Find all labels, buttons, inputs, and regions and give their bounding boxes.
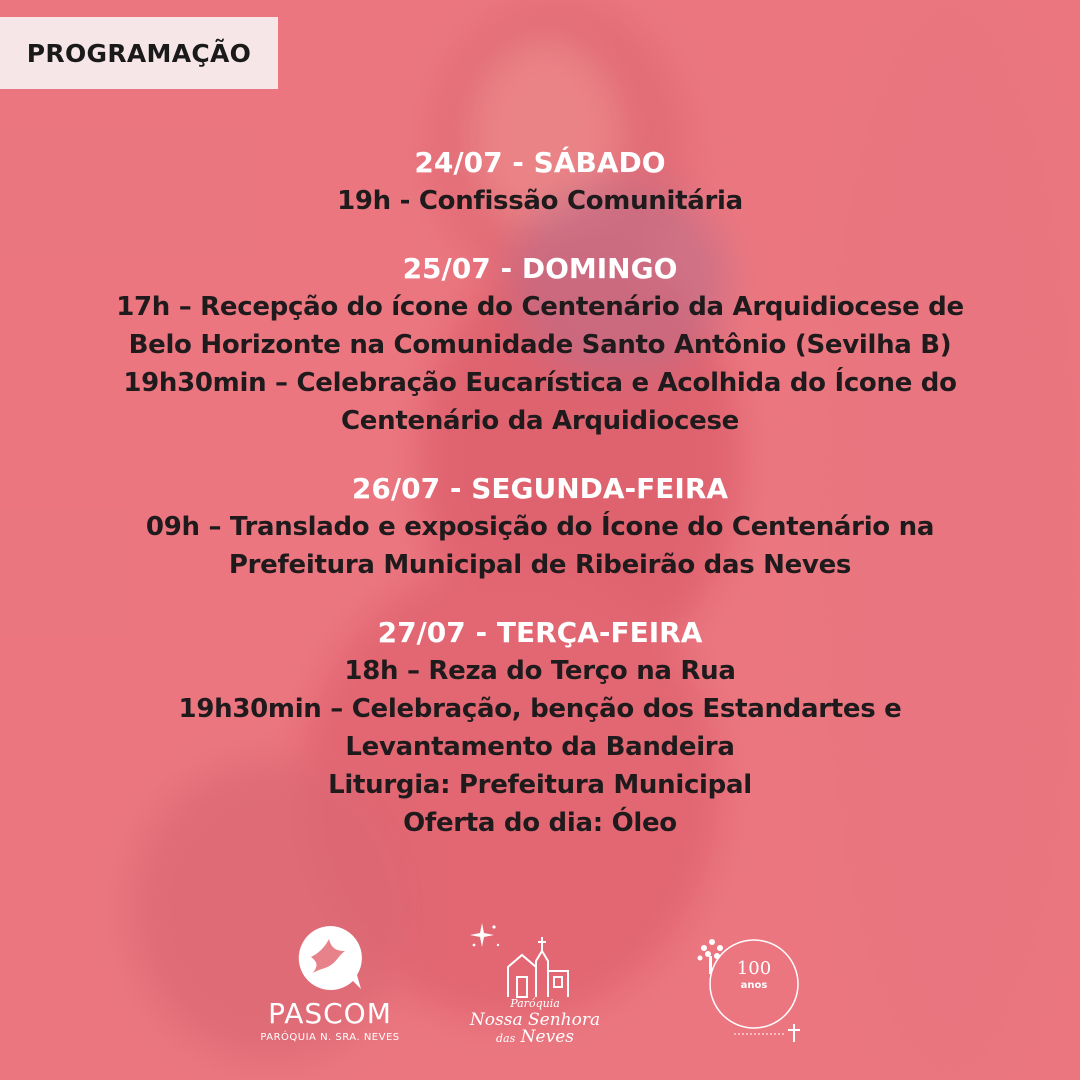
pascom-subtitle: PARÓQUIA N. SRA. NEVES — [260, 1032, 400, 1043]
centenary-word: anos — [740, 980, 768, 991]
dove-speech-bubble-icon — [295, 923, 365, 993]
schedule — [0, 144, 1080, 872]
day-heading: 26/07 - SEGUNDA-FEIRA — [351, 472, 729, 505]
schedule-day — [0, 250, 1080, 440]
event-line: 09h – Translado e exposição do Ícone do Centenário na — [145, 512, 935, 542]
schedule-day — [0, 614, 1080, 842]
day-heading: 25/07 - DOMINGO — [402, 252, 678, 285]
centenary-number: 100 — [736, 958, 772, 979]
event-line: Prefeitura Municipal de Ribeirão das Neves — [228, 550, 852, 580]
event-line: 19h30min – Celebração, benção dos Estandartes e — [178, 694, 902, 724]
event-line: 19h30min – Celebração Eucarística e Acolhida do Ícone do — [123, 368, 957, 398]
parish-name: Paróquia Nossa Senhora das Neves — [469, 997, 601, 1047]
footer-logos — [0, 915, 1080, 1055]
section-tag — [0, 17, 278, 89]
section-tag-label: PROGRAMAÇÃO — [26, 38, 252, 68]
event-line: Liturgia: Prefeitura Municipal — [328, 770, 752, 800]
pascom-logo — [250, 915, 410, 1055]
event-line: 19h - Confissão Comunitária — [337, 186, 743, 216]
event-line: Centenário da Arquidiocese — [341, 406, 739, 436]
schedule-day — [0, 144, 1080, 220]
event-line: 17h – Recepção do ícone do Centenário da Arquidiocese de — [116, 292, 964, 322]
event-line: Belo Horizonte na Comunidade Santo Antônio (Sevilha B) — [128, 330, 952, 360]
church-icon — [460, 915, 610, 1000]
tree-icon — [698, 939, 724, 974]
event-line: Oferta do dia: Óleo — [403, 808, 677, 838]
schedule-day — [0, 470, 1080, 584]
centenary-logo — [690, 930, 810, 1050]
event-line: Levantamento da Bandeira — [345, 732, 735, 762]
day-heading: 24/07 - SÁBADO — [414, 146, 666, 179]
pascom-name: PASCOM — [268, 997, 392, 1030]
parish-logo — [460, 915, 610, 1055]
day-heading: 27/07 - TERÇA-FEIRA — [377, 616, 703, 649]
event-line: 18h – Reza do Terço na Rua — [344, 656, 736, 686]
